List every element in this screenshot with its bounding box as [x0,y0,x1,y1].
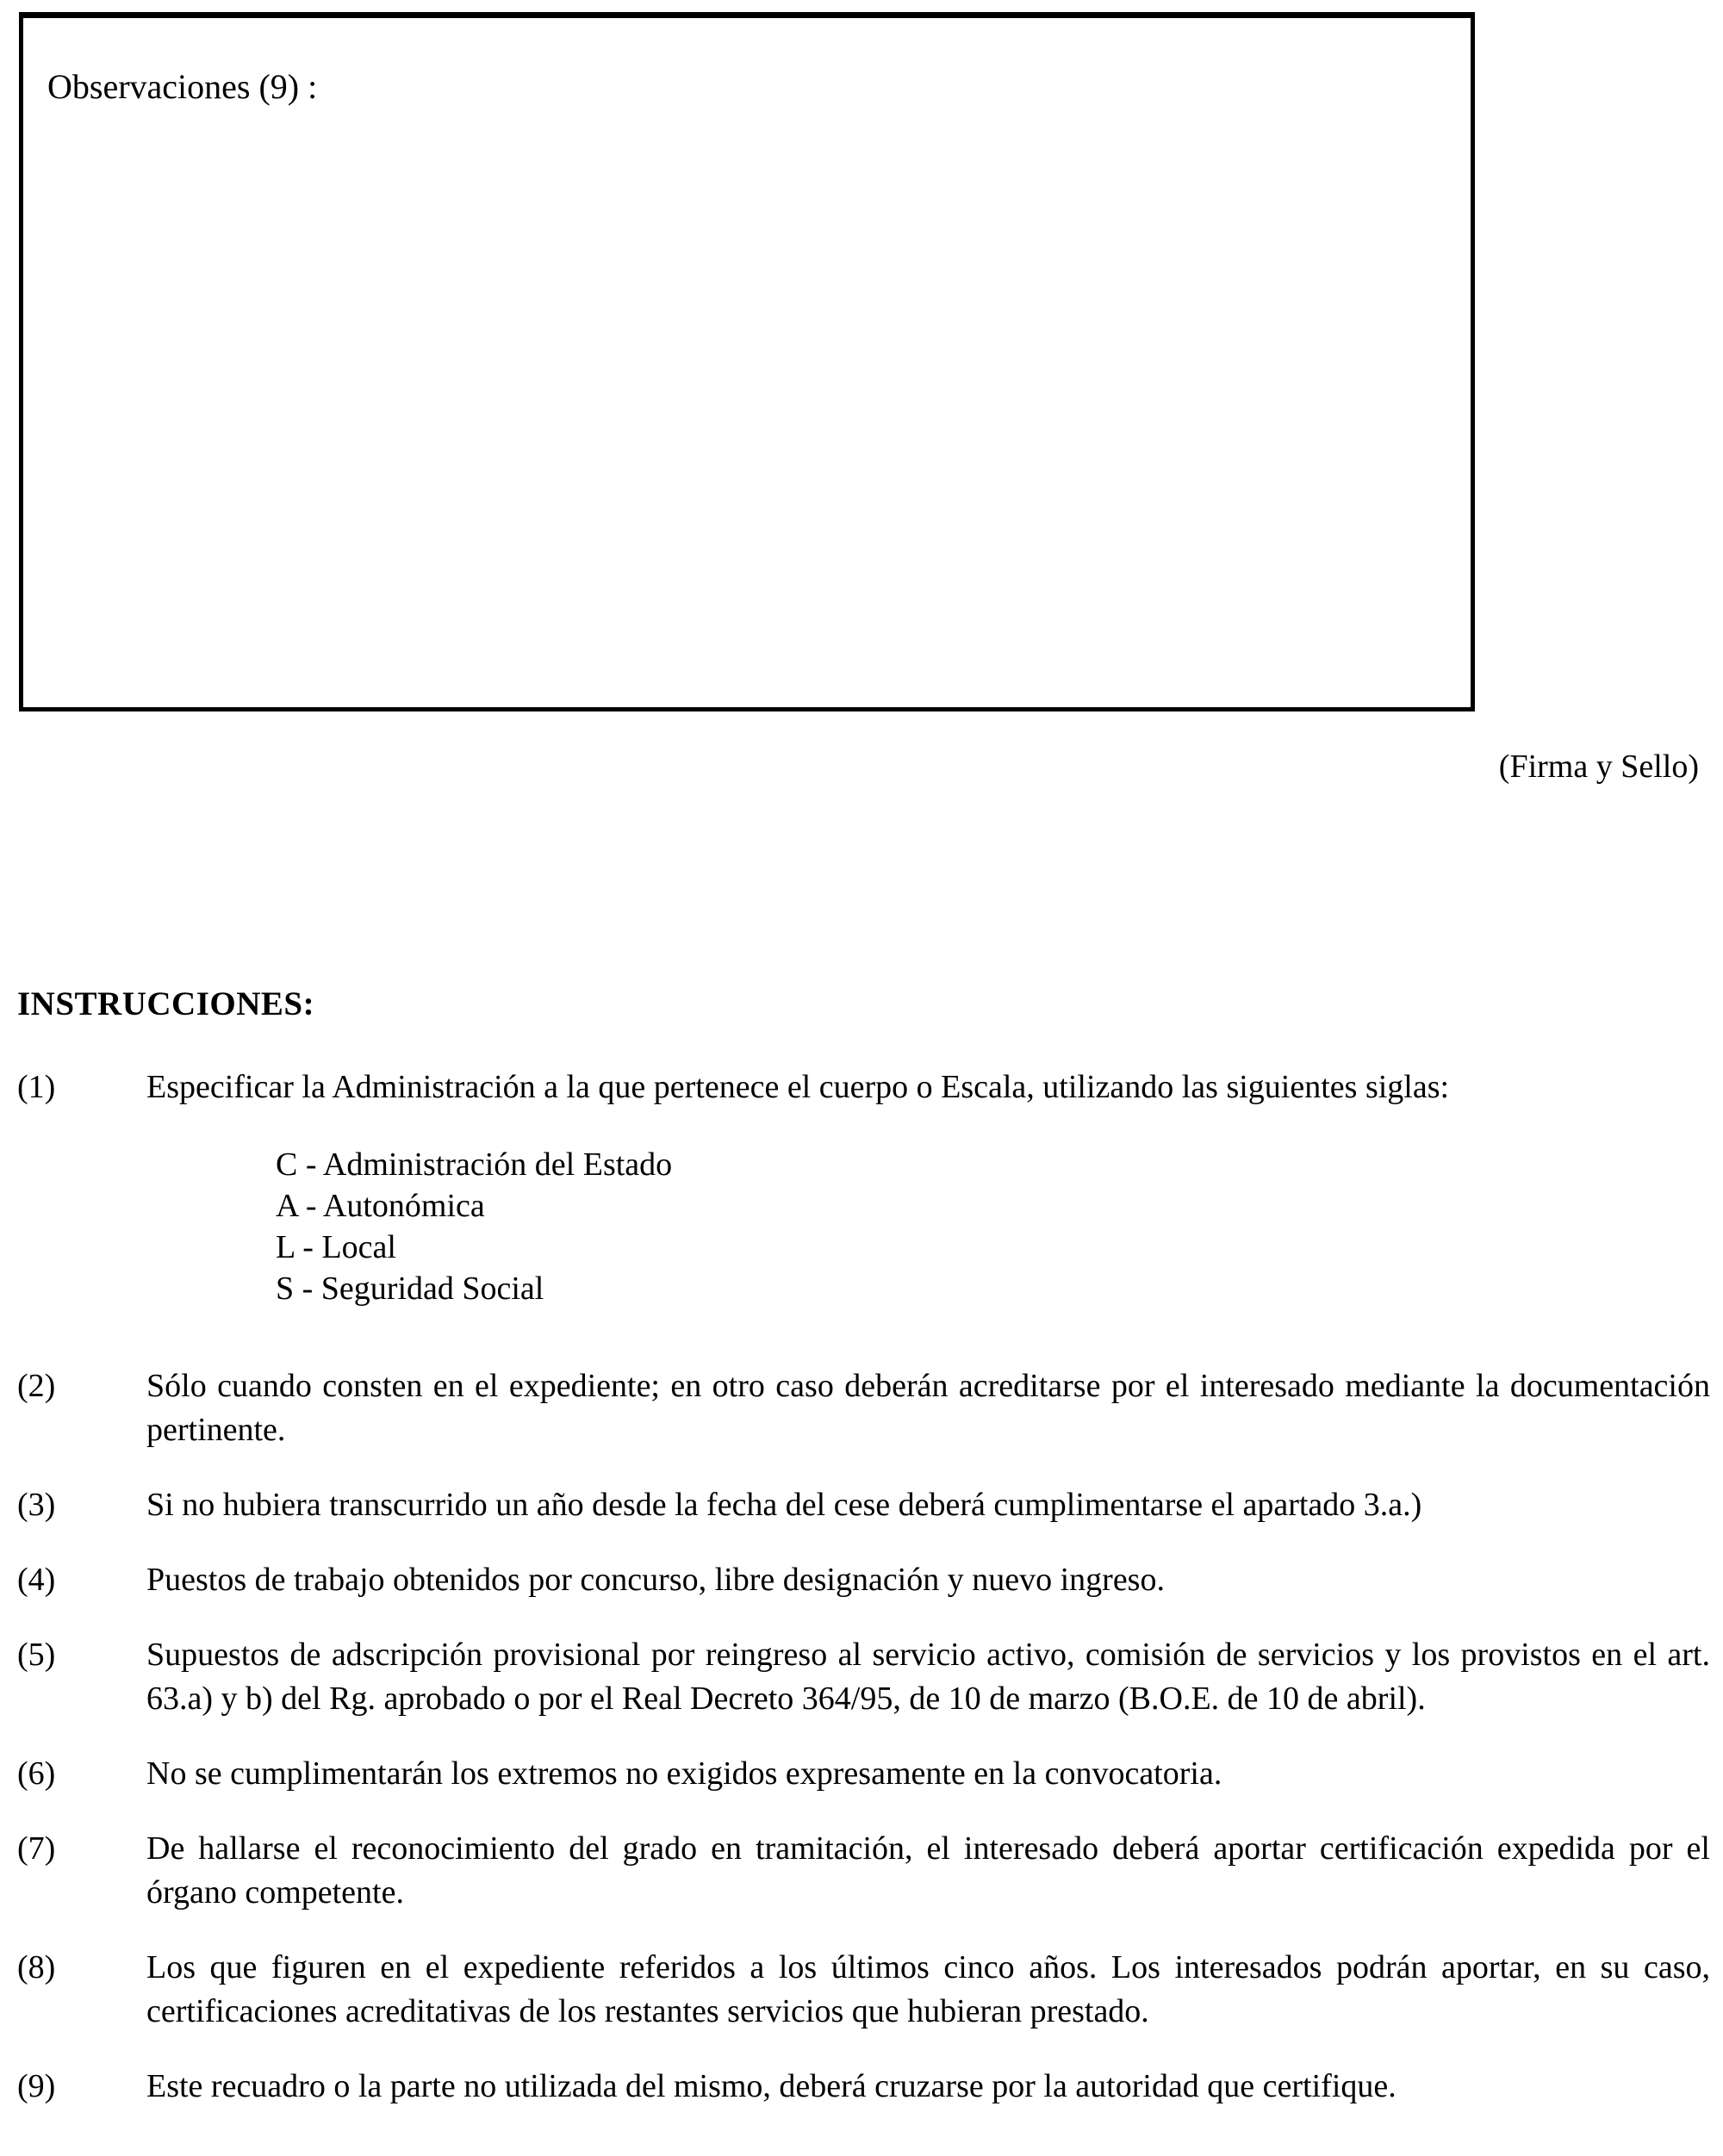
instruction-item-5 [17,1633,1710,1721]
item-body [146,1946,1710,2034]
item-text: Especificar la Administración a la que pertenece el cuerpo o Escala, utilizando las siguientes siglas: [146,1069,1450,1105]
item-number: (5) [17,1637,56,1673]
sigla-item: C - Administración del Estado [276,1146,673,1183]
observaciones-box [19,12,1475,711]
instruction-item-4 [17,1558,1710,1602]
item-number: (8) [17,1949,56,1985]
instruction-item-1 [17,1066,1710,1333]
item-body [146,1558,1710,1602]
item-text: Sólo cuando consten en el expediente; en otro caso deberán acreditarse por el interesado mediante la documentación pertinente. [146,1368,1710,1448]
item-number: (2) [17,1368,56,1404]
instruction-item-9 [17,2065,1710,2109]
item-number: (9) [17,2068,56,2104]
siglas-list [276,1144,1710,1309]
item-body [146,1827,1710,1915]
observaciones-label: Observaciones (9) : [47,67,318,106]
sigla-item: L - Local [276,1229,396,1265]
item-body [146,2065,1710,2109]
instructions-list [17,1066,1710,2140]
item-text: Supuestos de adscripción provisional por reingreso al servicio activo, comisión de servicios y los provistos en el art. 63.a) y b) del Rg. aprobado o por el Real Decreto 364/95, de 10 de marzo (B.O.E. de 10 de abril). [146,1637,1710,1717]
item-text: Este recuadro o la parte no utilizada del mismo, deberá cruzarse por la autoridad que certifique. [146,2068,1396,2104]
item-body [146,1066,1710,1333]
instrucciones-heading: INSTRUCCIONES: [17,985,315,1022]
item-text: Los que figuren en el expediente referidos a los últimos cinco años. Los interesados podrán aportar, en su caso, certificaciones acreditativas de los restantes servicios que hubieran prestado. [146,1949,1710,2029]
item-number: (1) [17,1069,56,1105]
instruction-item-3 [17,1483,1710,1527]
instruction-item-7 [17,1827,1710,1915]
item-text: Puestos de trabajo obtenidos por concurso, libre designación y nuevo ingreso. [146,1562,1165,1598]
sigla-item: A - Autonómica [276,1188,485,1224]
item-number: (3) [17,1487,56,1523]
item-body [146,1483,1710,1527]
sigla-item: S - Seguridad Social [276,1271,544,1307]
item-text: De hallarse el reconocimiento del grado en tramitación, el interesado deberá aportar certificación expedida por el órgano competente. [146,1830,1710,1911]
item-body [146,1633,1710,1721]
item-number: (4) [17,1562,56,1598]
item-number: (6) [17,1755,56,1792]
item-text: No se cumplimentarán los extremos no exigidos expresamente en la convocatoria. [146,1755,1222,1792]
instruction-item-2 [17,1364,1710,1452]
instruction-item-8 [17,1946,1710,2034]
item-body [146,1364,1710,1452]
instruction-item-6 [17,1752,1710,1796]
item-text: Si no hubiera transcurrido un año desde la fecha del cese deberá cumplimentarse el apartado 3.a.) [146,1487,1422,1523]
firma-sello-label: (Firma y Sello) [1498,749,1699,785]
item-body [146,1752,1710,1796]
item-number: (7) [17,1830,56,1867]
